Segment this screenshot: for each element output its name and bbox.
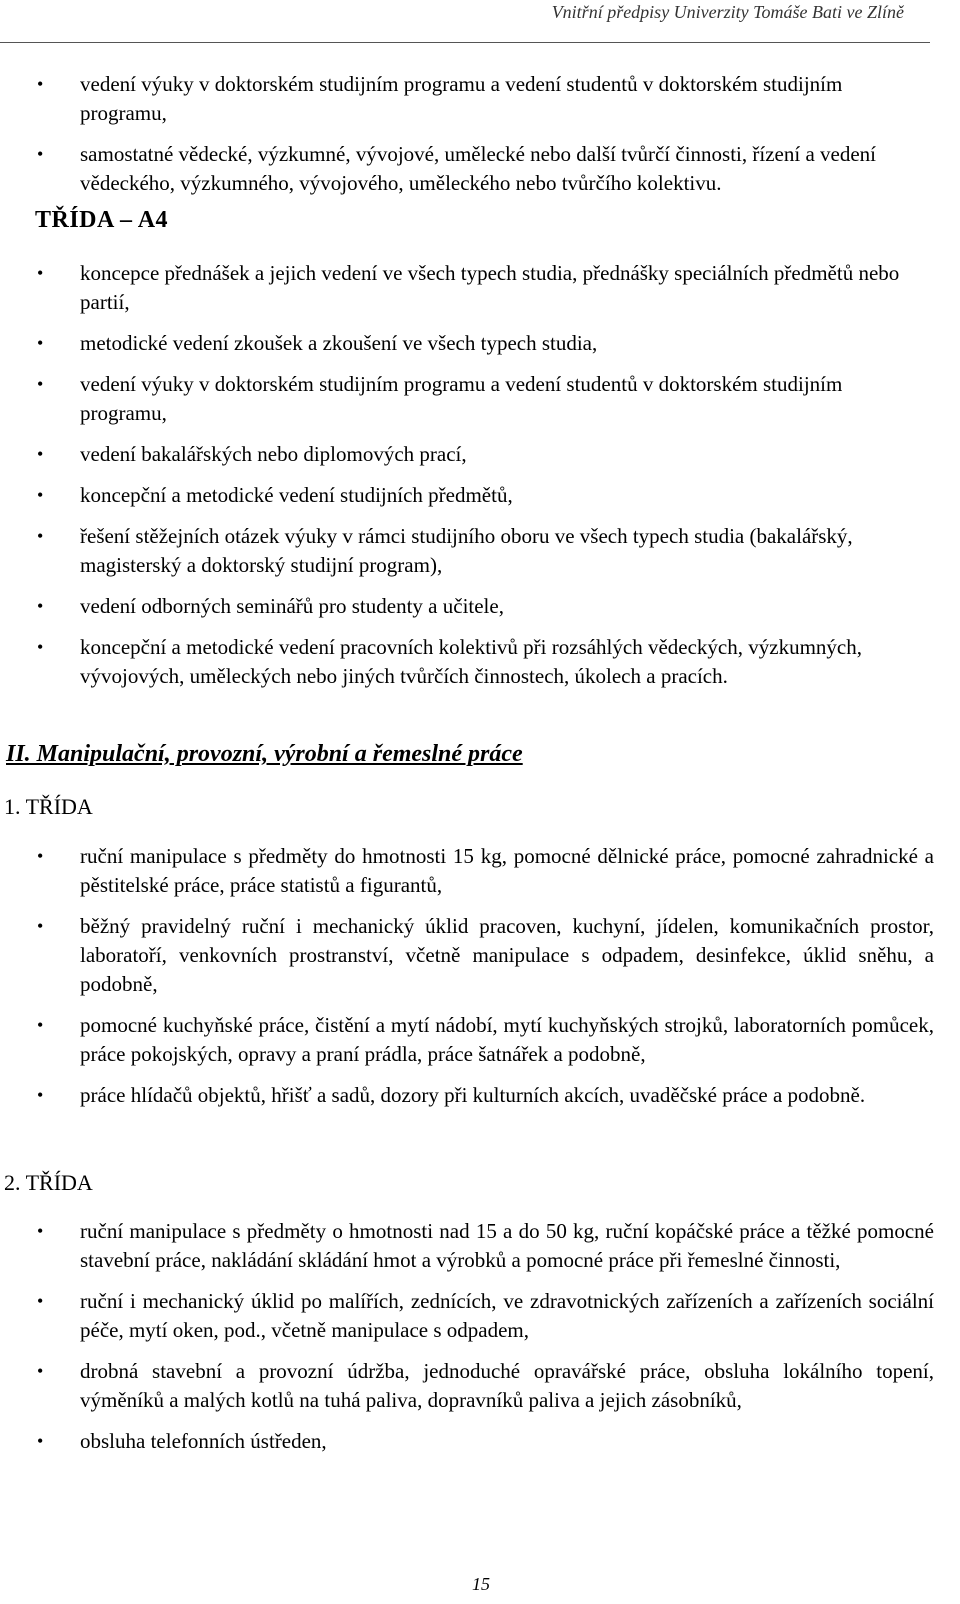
- class-1-heading: 1. TŘÍDA: [4, 794, 93, 819]
- list-item: • obsluha telefonních ústředen,: [0, 1427, 934, 1456]
- page-number: 15: [472, 1574, 490, 1594]
- bullet-icon: •: [37, 846, 44, 866]
- bullet-icon: •: [37, 526, 44, 546]
- bullet-icon: •: [37, 1085, 44, 1105]
- bullet-icon: •: [37, 74, 44, 94]
- list-item: • práce hlídačů objektů, hřišť a sadů, dozory při kulturních akcích, uvaděčské práce a podobně.: [0, 1081, 934, 1110]
- bullet-icon: •: [37, 144, 44, 164]
- list-item: • ruční i mechanický úklid po malířích, zednících, ve zdravotnických zařízeních a zařízeních sociální péče, mytí oken, pod., včetně manipulace s odpadem,: [37, 1289, 934, 1342]
- bullet-icon: •: [37, 1291, 44, 1311]
- list-item: • koncepce přednášek a jejich vedení ve všech typech studia, přednášky speciálních předmětů nebo partií,: [37, 261, 900, 314]
- intro-list: [0, 70, 960, 210]
- bullet-icon: •: [37, 374, 44, 394]
- a4-list: [0, 259, 960, 703]
- bullet-icon: •: [37, 1431, 44, 1451]
- header-rule: [0, 42, 930, 43]
- bullet-icon: •: [37, 485, 44, 505]
- list-item: • drobná stavební a provozní údržba, jednoduché opravářské práce, obsluha lokálního topení, výměníků a malých kotlů na tuhá paliva, dopravníků paliva a jejich zásobníků,: [37, 1359, 934, 1412]
- list-item: • pomocné kuchyňské práce, čistění a mytí nádobí, mytí kuchyňských strojků, laboratorních pomůcek, práce pokojských, opravy a praní prádla, práce šatnářek a podobně,: [37, 1013, 934, 1066]
- list-item: • vedení výuky v doktorském studijním programu a vedení studentů v doktorském studijním programu,: [37, 372, 843, 425]
- bullet-icon: •: [37, 1361, 44, 1381]
- list-item: • metodické vedení zkoušek a zkoušení ve všech typech studia,: [0, 329, 934, 358]
- class-2-heading: 2. TŘÍDA: [4, 1170, 93, 1195]
- list-item: • ruční manipulace s předměty do hmotnosti 15 kg, pomocné dělnické práce, pomocné zahradnické a pěstitelské práce, práce statistů a figurantů,: [37, 844, 934, 897]
- bullet-icon: •: [37, 444, 44, 464]
- bullet-icon: •: [37, 916, 44, 936]
- list-item: • koncepční a metodické vedení pracovních kolektivů při rozsáhlých vědeckých, výzkumných, vývojových, uměleckých nebo jiných tvůrčích činnostech, úkolech a pracích.: [37, 635, 862, 688]
- class-1-list: [0, 842, 960, 1122]
- bullet-icon: •: [37, 637, 44, 657]
- list-item: • koncepční a metodické vedení studijních předmětů,: [0, 481, 934, 510]
- class-a4-heading: TŘÍDA – A4: [35, 207, 169, 233]
- list-item: • samostatné vědecké, výzkumné, vývojové, umělecké nebo další tvůrčí činnosti, řízení a vedení vědeckého, výzkumného, vývojového, uměleckého nebo tvůrčího kolektivu.: [37, 142, 876, 195]
- list-item: • řešení stěžejních otázek výuky v rámci studijního oboru ve všech typech studia (bakalářský, magisterský a doktorský studijní program),: [37, 524, 853, 577]
- list-item: • vedení bakalářských nebo diplomových prací,: [0, 440, 934, 469]
- list-item: • ruční manipulace s předměty o hmotnosti nad 15 a do 50 kg, ruční kopáčské práce a těžké pomocné stavební práce, nakládání skládání hmot a výrobků a pomocné práce při řemeslné činnosti,: [37, 1219, 934, 1272]
- page-header-title: Vnitřní předpisy Univerzity Tomáše Bati ve Zlíně: [551, 2, 904, 22]
- bullet-icon: •: [37, 596, 44, 616]
- list-item: • vedení odborných seminářů pro studenty a učitele,: [0, 592, 934, 621]
- section-ii-heading: II. Manipulační, provozní, výrobní a řemeslné práce: [6, 741, 523, 767]
- bullet-icon: •: [37, 333, 44, 353]
- class-2-list: [0, 1217, 960, 1468]
- bullet-icon: •: [37, 1221, 44, 1241]
- bullet-icon: •: [37, 1015, 44, 1035]
- bullet-icon: •: [37, 263, 44, 283]
- list-item: • vedení výuky v doktorském studijním programu a vedení studentů v doktorském studijním programu,: [37, 72, 843, 125]
- list-item: • běžný pravidelný ruční i mechanický úklid pracoven, kuchyní, jídelen, komunikačních prostor, laboratoří, venkovních prostranství, včetně manipulace s odpadem, desinfekce, úklid sněhu, a podobně,: [37, 914, 934, 996]
